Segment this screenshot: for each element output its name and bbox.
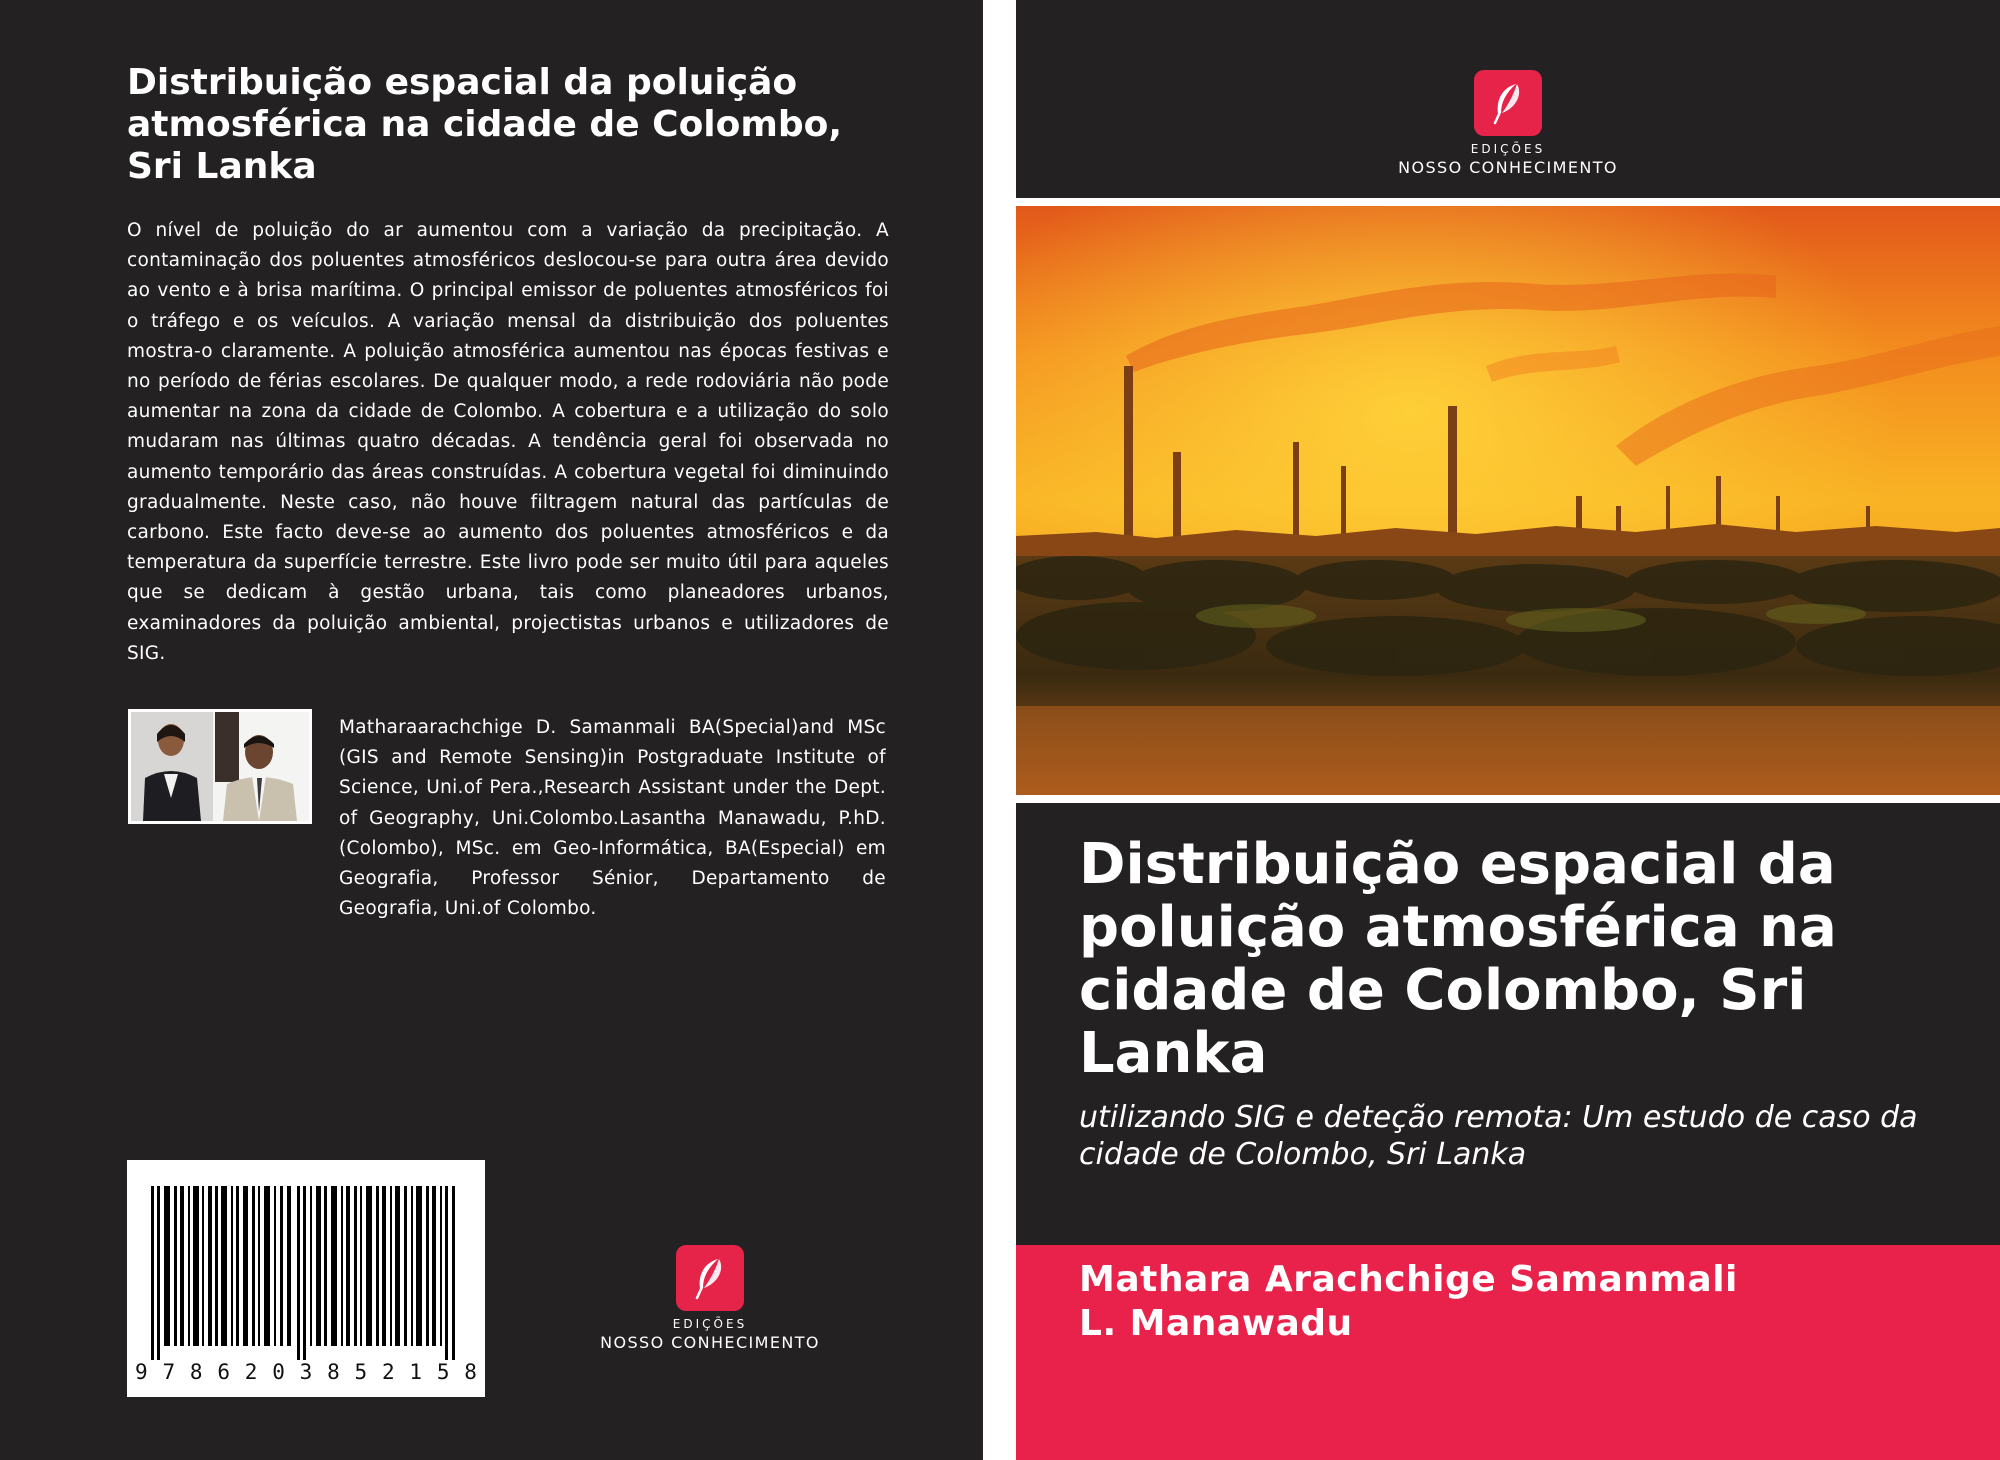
barcode-digit: 0 [272,1360,285,1384]
barcode-digits [135,1360,477,1386]
front-cover-subtitle: utilizando SIG e deteção remota: Um estudo de caso da cidade de Colombo, Sri Lanka [1079,1100,1918,1172]
author-name-1: Mathara Arachchige Samanmali [1079,1259,1738,1300]
front-authors-band [1016,1245,2000,1460]
barcode-digit: 9 [135,1360,148,1384]
barcode-digit: 8 [189,1360,203,1384]
back-cover [0,0,983,1460]
publisher-logo-back [590,1245,830,1352]
spine [983,0,1016,1460]
isbn-barcode [127,1160,485,1397]
barcode-digit: 3 [299,1360,313,1384]
barcode-bars [127,1160,485,1360]
author-photo-image [131,712,309,821]
back-cover-title: Distribuição espacial da poluição atmosférica na cidade de Colombo, Sri Lanka [127,62,843,187]
cover-photo-image [1016,206,2000,795]
barcode-digit: 5 [354,1360,368,1384]
publisher-line-1: EDIÇÕES [1470,142,1546,156]
author-name-2: L. Manawadu [1079,1303,1353,1344]
barcode-digit: 5 [436,1360,450,1384]
barcode-digit: 8 [327,1360,340,1384]
author-photo [128,709,312,824]
front-title-area [1016,803,2000,1245]
barcode-digit: 2 [381,1360,395,1384]
publisher-line-2: NOSSO CONHECIMENTO [1398,158,1618,177]
author-bio: Matharaarachchige D. Samanmali BA(Special)and MSc (GIS and Remote Sensing)in Postgraduate Institute of Science, Uni.of Pera.,Research Assistant under the Dept. of Geography, Uni.Colombo.Lasantha Manawadu, P.hD. (Colombo), MSc. em Geo-Informática, BA(Especial) em Geografia, Professor Sénior, Departamento de Geografia, Uni.of Colombo. [339,717,886,920]
barcode-digit: 6 [217,1360,230,1384]
front-cover [1016,0,2000,1460]
cover-photo-industrial-smokestacks [1016,206,2000,795]
publisher-line-1: EDIÇÕES [672,1317,748,1331]
quill-feather-icon [676,1245,744,1311]
barcode-digit: 7 [162,1360,176,1384]
back-cover-blurb: O nível de poluição do ar aumentou com a variação da precipitação. A contaminação dos poluentes atmosféricos deslocou-se para outra área devido ao vento e à brisa marítima. O principal emissor de poluentes atmosféricos foi o tráfego e os veículos. A variação mensal da distribuição dos poluentes mostra-o claramente. A poluição atmosférica aumentou nas épocas festivas e no período de férias escolares. De qualquer modo, a rede rodoviária não pode aumentar na zona da cidade de Colombo. A cobertura e a utilização do solo mudaram nas últimas quatro décadas. A tendência geral foi observada no aumento temporário das áreas construídas. A cobertura vegetal foi diminuindo gradualmente. Neste caso, não houve filtragem natural das partículas de carbono. Este facto deve-se ao aumento dos poluentes atmosféricos e da temperatura da superfície terrestre. Este livro pode ser muito útil para aqueles que se dedicam à gestão urbana, tais como planeadores urbanos, examinadores da poluição ambiental, projectistas urbanos e utilizadores de SIG. [127,220,889,664]
barcode-digit: 8 [464,1360,477,1384]
quill-feather-icon [1474,70,1542,136]
front-cover-title: Distribuição espacial da poluição atmosférica na cidade de Colombo, Sri Lanka [1079,832,1837,1086]
publisher-line-2: NOSSO CONHECIMENTO [600,1333,820,1352]
barcode-digit: 2 [244,1360,258,1384]
front-header [1016,0,2000,198]
barcode-digit: 1 [409,1360,423,1384]
publisher-logo-front [1388,70,1628,177]
